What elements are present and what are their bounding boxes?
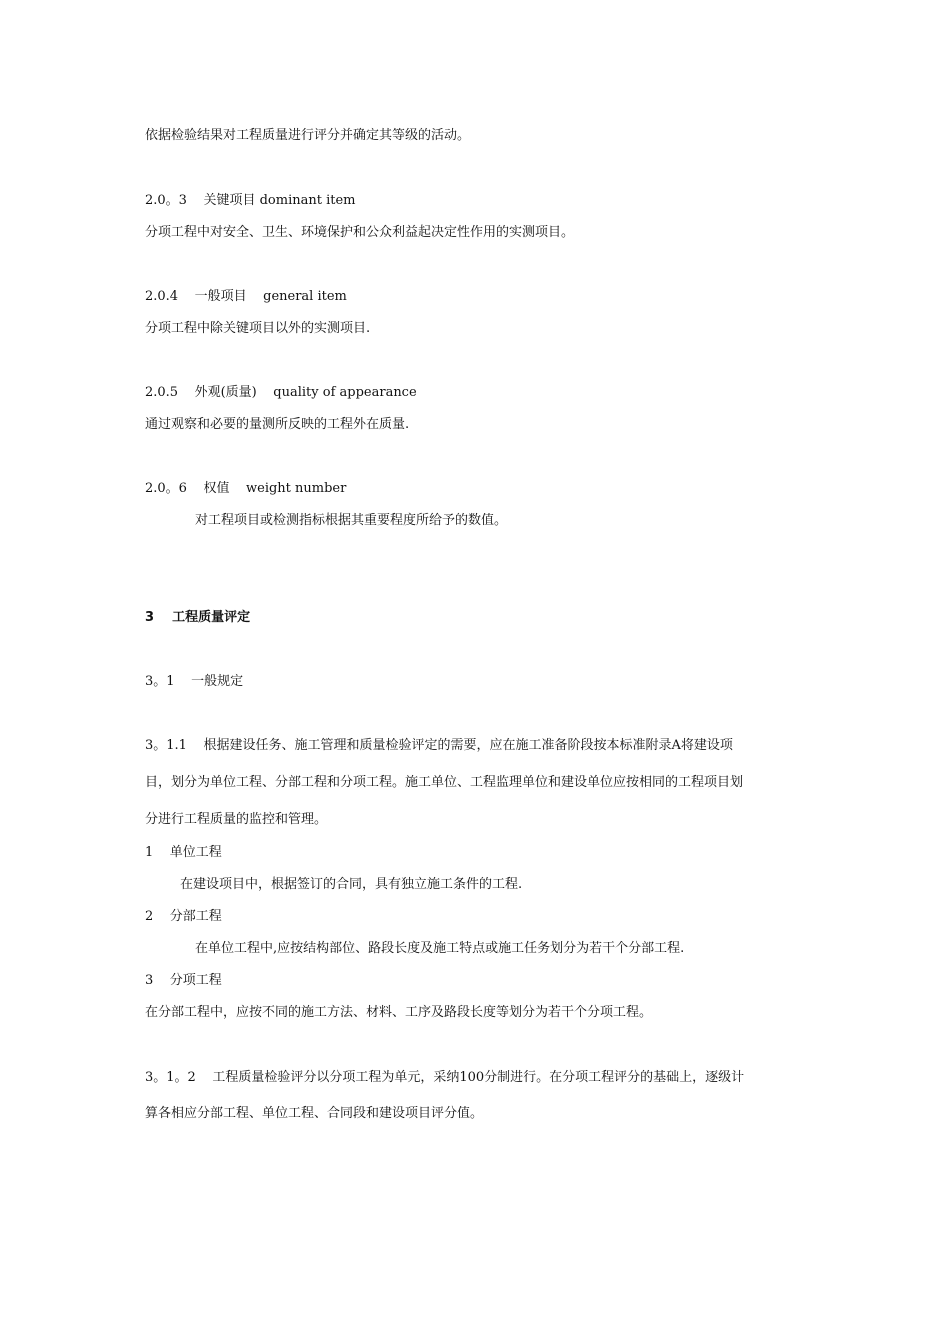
definition-text: 分项工程中除关键项目以外的实测项目. xyxy=(145,321,371,336)
list-item-text: 在分部工程中，应按不同的施工方法、材料、工序及路段长度等划分为若干个分项工程。 xyxy=(145,1005,653,1020)
chapter-heading: 3 工程质量评定 xyxy=(145,610,251,625)
list-item-text: 在建设项目中，根据签订的合同，具有独立施工条件的工程. xyxy=(180,877,523,892)
list-item-heading: 3 分项工程 xyxy=(145,973,222,988)
clause-text: 3。1。2 工程质量检验评分以分项工程为单元，采纳100分制进行。在分项工程评分的基础上，逐级计 xyxy=(145,1070,745,1085)
term-heading: 2.0。6 权值 weight number xyxy=(145,481,347,496)
clause-text: 算各相应分部工程、单位工程、合同段和建设项目评分值。 xyxy=(145,1106,484,1121)
list-item-heading: 1 单位工程 xyxy=(145,845,222,860)
list-item-heading: 2 分部工程 xyxy=(145,909,222,924)
definition-text: 通过观察和必要的量测所反映的工程外在质量. xyxy=(145,417,410,432)
definition-text: 分项工程中对安全、卫生、环境保护和公众利益起决定性作用的实测项目。 xyxy=(145,225,575,240)
term-heading: 2.0.4 一般项目 general item xyxy=(145,289,347,304)
clause-text: 目，划分为单位工程、分部工程和分项工程。施工单位、工程监理单位和建设单位应按相同的工程项目划 xyxy=(145,775,744,790)
clause-text: 分进行工程质量的监控和管理。 xyxy=(145,812,328,827)
term-heading: 2.0。3 关键项目 dominant item xyxy=(145,193,356,208)
definition-text: 依据检验结果对工程质量进行评分并确定其等级的活动。 xyxy=(145,128,471,143)
list-item-text: 在单位工程中,应按结构部位、路段长度及施工特点或施工任务划分为若干个分部工程. xyxy=(195,941,685,956)
section-heading: 3。1 一般规定 xyxy=(145,674,244,689)
definition-text: 对工程项目或检测指标根据其重要程度所给予的数值。 xyxy=(195,513,508,528)
term-heading: 2.0.5 外观(质量) quality of appearance xyxy=(145,385,417,400)
clause-text: 3。1.1 根据建设任务、施工管理和质量检验评定的需要，应在施工准备阶段按本标准附录A将建设项 xyxy=(145,738,733,753)
